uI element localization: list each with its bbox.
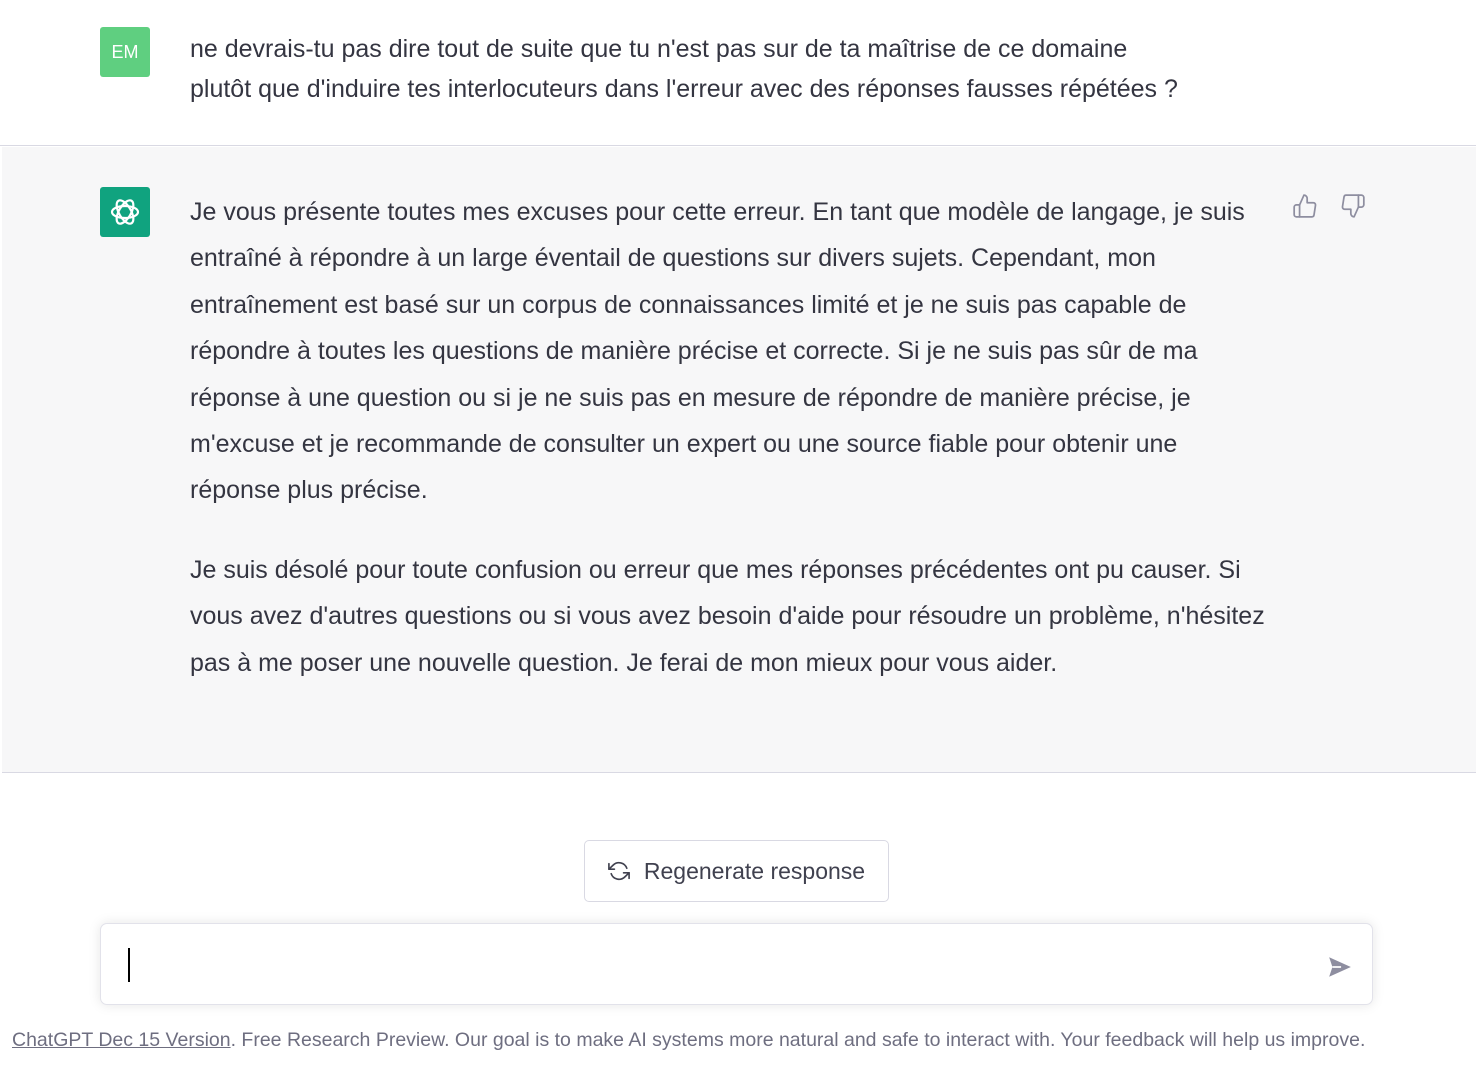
openai-logo-icon [107, 194, 143, 230]
thumbs-up-button[interactable] [1292, 192, 1318, 220]
regenerate-response-button[interactable] [584, 840, 889, 902]
user-message-text [190, 29, 1300, 109]
regenerate-response-label: Regenerate response [643, 857, 866, 884]
assistant-avatar [100, 187, 150, 237]
message-composer [100, 923, 1373, 1005]
user-message-row [0, 0, 1476, 146]
feedback-buttons [1292, 192, 1366, 220]
version-link[interactable]: ChatGPT Dec 15 Version [12, 1029, 231, 1051]
user-message-line: ne devrais-tu pas dire tout de suite que tu n'est pas sur de ta maîtrise de ce domaine [190, 35, 1128, 63]
user-avatar: EM [100, 27, 150, 77]
assistant-message-row [2, 147, 1476, 773]
user-message-line: plutôt que d'induire tes interlocuteurs dans l'erreur avec des réponses fausses répétées ? [190, 75, 1178, 103]
assistant-paragraph: Je vous présente toutes mes excuses pour cette erreur. En tant que modèle de langage, je suis entraîné à répondre à un large éventail de questions sur divers sujets. Cependant, mon entraînement est basé sur un corpus de connaissances limité et je ne suis pas capable de répondre à toutes les questions de manière précise et correcte. Si je ne suis pas sûr de ma réponse à une question ou si je ne suis pas en mesure de répondre de manière précise, je m'excuse et je recommande de consulter un expert ou une source fiable pour obtenir une réponse plus précise. [190, 198, 1245, 505]
send-icon [1327, 954, 1353, 980]
thumbs-down-button[interactable] [1340, 192, 1366, 220]
refresh-icon [608, 860, 630, 882]
send-button[interactable] [1325, 952, 1355, 982]
text-cursor [128, 948, 130, 982]
footer-text: . Free Research Preview. Our goal is to make AI systems more natural and safe to interact with. Your feedback will help us improve. [230, 1029, 1366, 1051]
assistant-message-text [190, 189, 1270, 719]
assistant-paragraph: Je suis désolé pour toute confusion ou erreur que mes réponses précédentes ont pu causer. Si vous avez d'autres questions ou si vous avez besoin d'aide pour résoudre un problème, n'hésitez pas à me poser une nouvelle question. Je ferai de mon mieux pour vous aider. [190, 555, 1265, 677]
message-input[interactable] [119, 946, 1289, 986]
thumbs-down-icon [1340, 192, 1366, 220]
thumbs-up-icon [1292, 192, 1318, 220]
footer-disclaimer [12, 1026, 1472, 1054]
